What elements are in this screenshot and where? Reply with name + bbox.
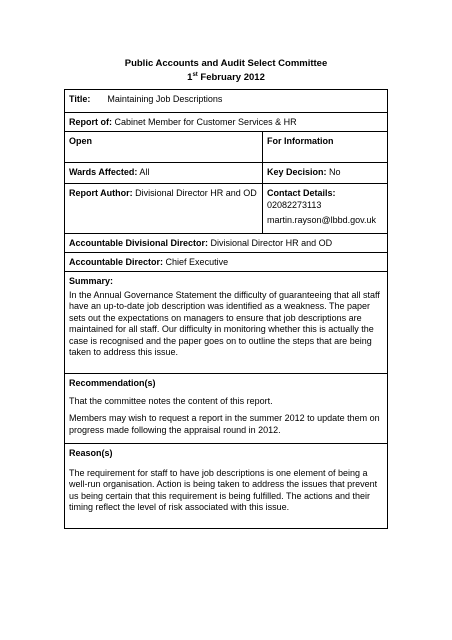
accountable-divisional-director-value: Divisional Director HR and OD [210,238,333,248]
author-cell [65,184,263,233]
date-month-year: February 2012 [197,72,265,84]
accountable-divisional-director-cell [65,234,387,250]
contact-email: martin.rayson@lbbd.gov.uk [267,215,377,225]
open-label: Open [69,136,93,146]
reasons-label: Reason(s) [69,448,113,458]
report-of-label: Report of: [69,117,112,127]
recommendation-2: Members may wish to request a report in the summer 2012 to update them on progress made following the appraisal round in 2012. [69,413,380,435]
report-of-cell [65,113,387,129]
status-row [65,132,387,163]
key-decision-cell [263,163,387,183]
recommendation-label: Recommendation(s) [69,378,156,388]
summary-cell [65,272,387,359]
title-label: Title: [69,94,91,104]
for-information-cell [263,132,387,162]
summary-row [65,272,387,374]
accountable-divisional-director-row [65,234,387,253]
contact-label: Contact Details: [267,188,336,198]
wards-label: Wards Affected: [69,167,138,177]
reasons-row [65,444,387,528]
recommendation-cell [65,374,387,436]
author-row [65,184,387,234]
report-of-value: Cabinet Member for Customer Services & HR [114,117,297,127]
title-cell [65,90,387,106]
accountable-director-label: Accountable Director: [69,257,164,267]
for-information-label: For Information [267,136,334,146]
accountable-director-cell [65,253,387,269]
recommendation-1: That the committee notes the content of this report. [69,395,273,406]
title-value: Maintaining Job Descriptions [107,94,223,104]
report-of-row [65,113,387,132]
recommendation-row [65,374,387,444]
meeting-date [0,72,452,83]
wards-cell [65,163,263,183]
accountable-divisional-director-label: Accountable Divisional Director: [69,238,209,248]
contact-cell [263,184,387,233]
report-table [64,89,388,529]
reasons-cell [65,444,387,514]
wards-row [65,163,387,184]
open-cell [65,132,263,162]
title-row [65,90,387,113]
key-decision-value: No [329,167,341,177]
committee-heading: Public Accounts and Audit Select Committee [124,58,328,69]
date-suffix: st [192,72,198,78]
author-value: Divisional Director HR and OD [135,188,257,198]
wards-value: All [139,167,150,177]
accountable-director-value: Chief Executive [165,257,229,267]
key-decision-label: Key Decision: [267,167,327,177]
summary-text: In the Annual Governance Statement the difficulty of guaranteeing that all staff have an up-to-date job description was identified as a weakness. The paper sets out the expectations on managers to ensure that job descriptions are maintained for all staff. Our difficulty in monitoring whether this is actually the case is recognised and the paper goes on to outline the steps that are being taken to address this issue. [69,289,380,357]
reasons-text: The requirement for staff to have job descriptions is one element of being a well-run organisation. Action is being taken to address the issues that prevent us being certain that this requirement is being fulfilled. The actions and their timing reflect the level of risk associated with this issue. [69,467,378,512]
author-label: Report Author: [69,188,133,198]
date-day: 1 [187,72,193,84]
accountable-director-row [65,253,387,272]
summary-label: Summary: [69,276,114,286]
contact-phone: 02082273113 [267,199,322,210]
